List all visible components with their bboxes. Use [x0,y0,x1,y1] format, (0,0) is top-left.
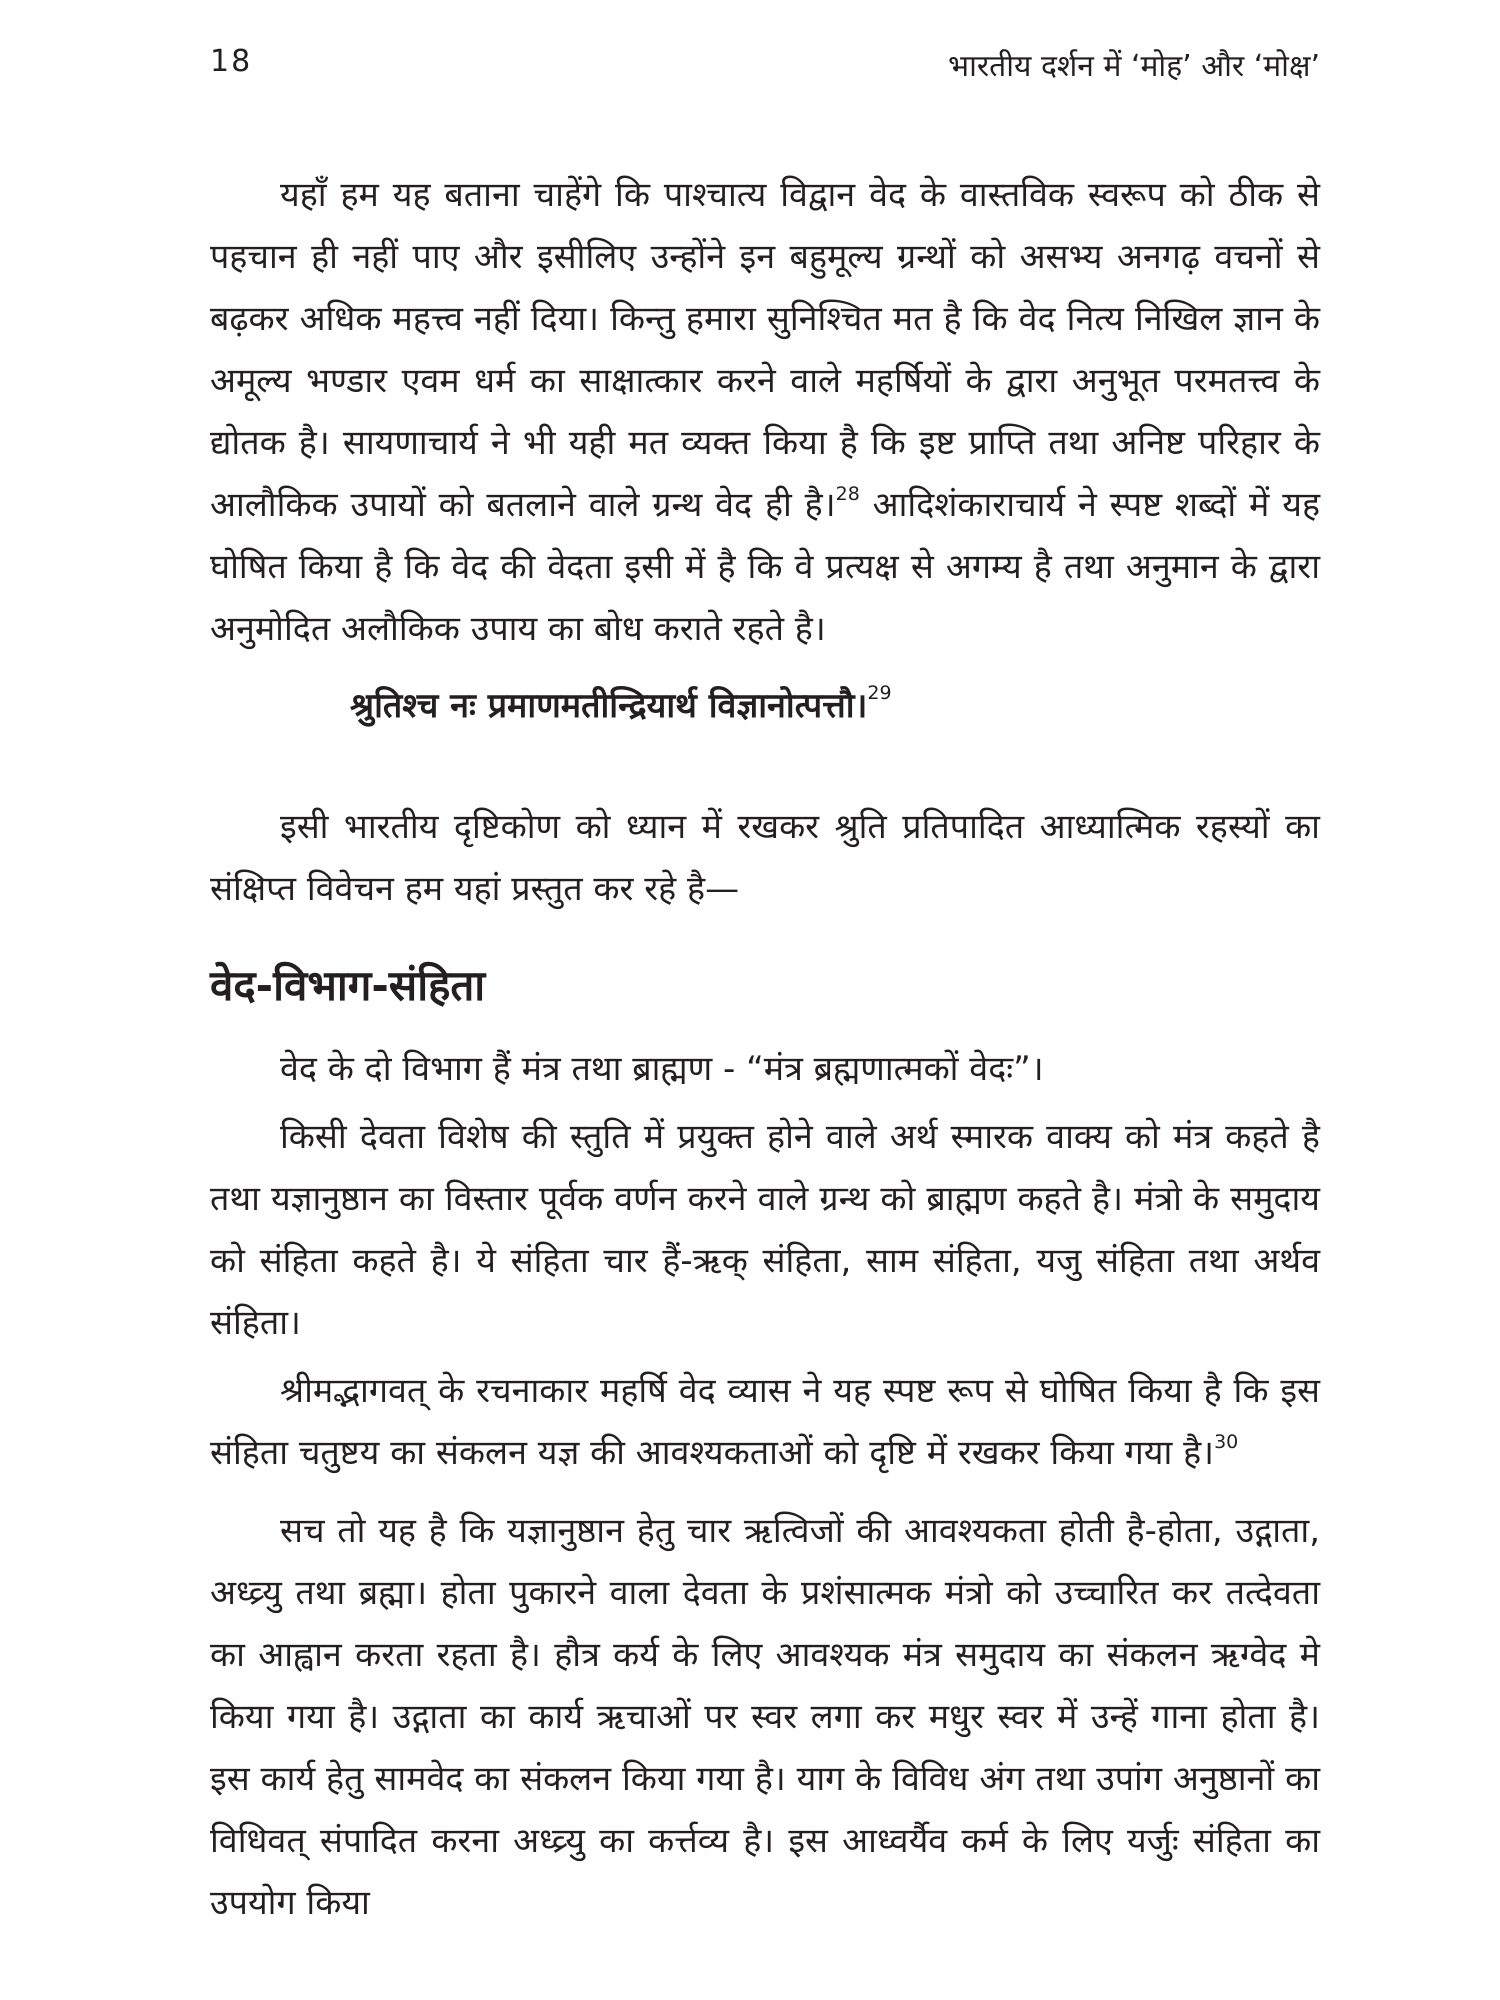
paragraph-text: यहाँ हम यह बताना चाहेंगे कि पाश्चात्य विद्वान वेद के वास्तविक स्वरूप को ठीक से पहचान ही नहीं पाए और इसीलिए उन्होंने इन बहुमूल्य ग्रन्थों को असभ्य अनगढ़ वचनों से बढ़कर अधिक महत्त्व नहीं दिया। किन्तु हमारा सुनिश्चित मत है कि वेद नित्य निखिल ज्ञान के अमूल्य भण्डार एवम धर्म का साक्षात्कार करने वाले महर्षियों के द्वारा अनुभूत परमतत्त्व के द्योतक है। सायणाचार्य ने भी यही मत व्यक्त किया है कि इष्ट प्राप्ति तथा अनिष्ट परिहार के आलौकिक उपायों को बतलाने वाले ग्रन्थ वेद ही है। [210,175,1320,525]
quote-text: श्रुतिश्च नः प्रमाणमतीन्द्रियार्थ विज्ञानोत्पत्तौ। [350,686,868,726]
paragraph-text: श्रीमद्भागवत् के रचनाकार महर्षि वेद व्यास ने यह स्पष्ट रूप से घोषित किया है कि इस संहिता चतुष्टय का संकलन यज्ञ की आवश्यकताओं को दृष्टि में रखकर किया गया है। [210,1371,1320,1473]
paragraph-veda-divisions: वेद के दो विभाग हैं मंत्र तथा ब्राह्मण - “मंत्र ब्रह्मणात्मकों वेदः”। [280,1049,1044,1089]
paragraph-text: आदिशंकाराचार्य ने स्पष्ट शब्दों में यह घोषित किया है कि वेद की वेदता इसी में है कि वे प्रत्यक्ष से अगम्य है तथा अनुमान के द्वारा अनुमोदित अलौकिक उपाय का बोध कराते रहते है। [210,485,1321,649]
section-heading: वेद-विभाग-संहिता [210,961,486,1010]
page-number: 18 [210,44,253,79]
footnote-ref: 28 [835,483,860,505]
paragraph-indian-view: इसी भारतीय दृष्टिकोण को ध्यान में रखकर श्रुति प्रतिपादित आध्यात्मिक रहस्यों का संक्षिप्त विवेचन हम यहां प्रस्तुत कर रहे है— [210,807,1320,909]
running-header [210,30,1320,90]
sanskrit-quote [350,676,1320,736]
footnote-ref: 29 [867,682,892,704]
paragraph-vyasa [210,1360,1320,1484]
footnote-ref: 30 [1214,1431,1239,1453]
paragraph-mantra-definition: किसी देवता विशेष की स्तुति में प्रयुक्त होने वाले अर्थ स्मारक वाक्य को मंत्र कहते है तथा यज्ञानुष्ठान का विस्तार पूर्वक वर्णन करने वाले ग्रन्थ को ब्राह्मण कहते है। मंत्रो के समुदाय को संहिता कहते है। ये संहिता चार हैं-ऋक् संहिता, साम संहिता, यजु संहिता तथा अर्थव संहिता। [210,1117,1320,1343]
book-page [210,30,1320,1980]
paragraph-ritvij: सच तो यह है कि यज्ञानुष्ठान हेतु चार ऋत्विजों की आवश्यकता होती है-होता, उद्गाता, अध्व्र्यु तथा ब्रह्मा। होता पुकारने वाला देवता के प्रशंसात्मक मंत्रो को उच्चारित कर तत्देवता का आह्वान करता रहता है। हौत्र कर्य के लिए आवश्यक मंत्र समुदाय का संकलन ऋग्वेद मे किया गया है। उद्गाता का कार्य ऋचाओं पर स्वर लगा कर मधुर स्वर में उन्हें गाना होता है। इस कार्य हेतु सामवेद का संकलन किया गया है। याग के विविध अंग तथा उपांग अनुष्ठानों का विधिवत् संपादित करना अध्व्र्यु का कर्त्तव्य है। इस आध्वर्यैव कर्म के लिए यर्जुः संहिता का उपयोग किया [210,1511,1320,1923]
paragraph-western-scholars [210,164,1320,660]
running-title: भारतीय दर्शन में ‘मोह’ और ‘मोक्ष’ [948,49,1320,84]
